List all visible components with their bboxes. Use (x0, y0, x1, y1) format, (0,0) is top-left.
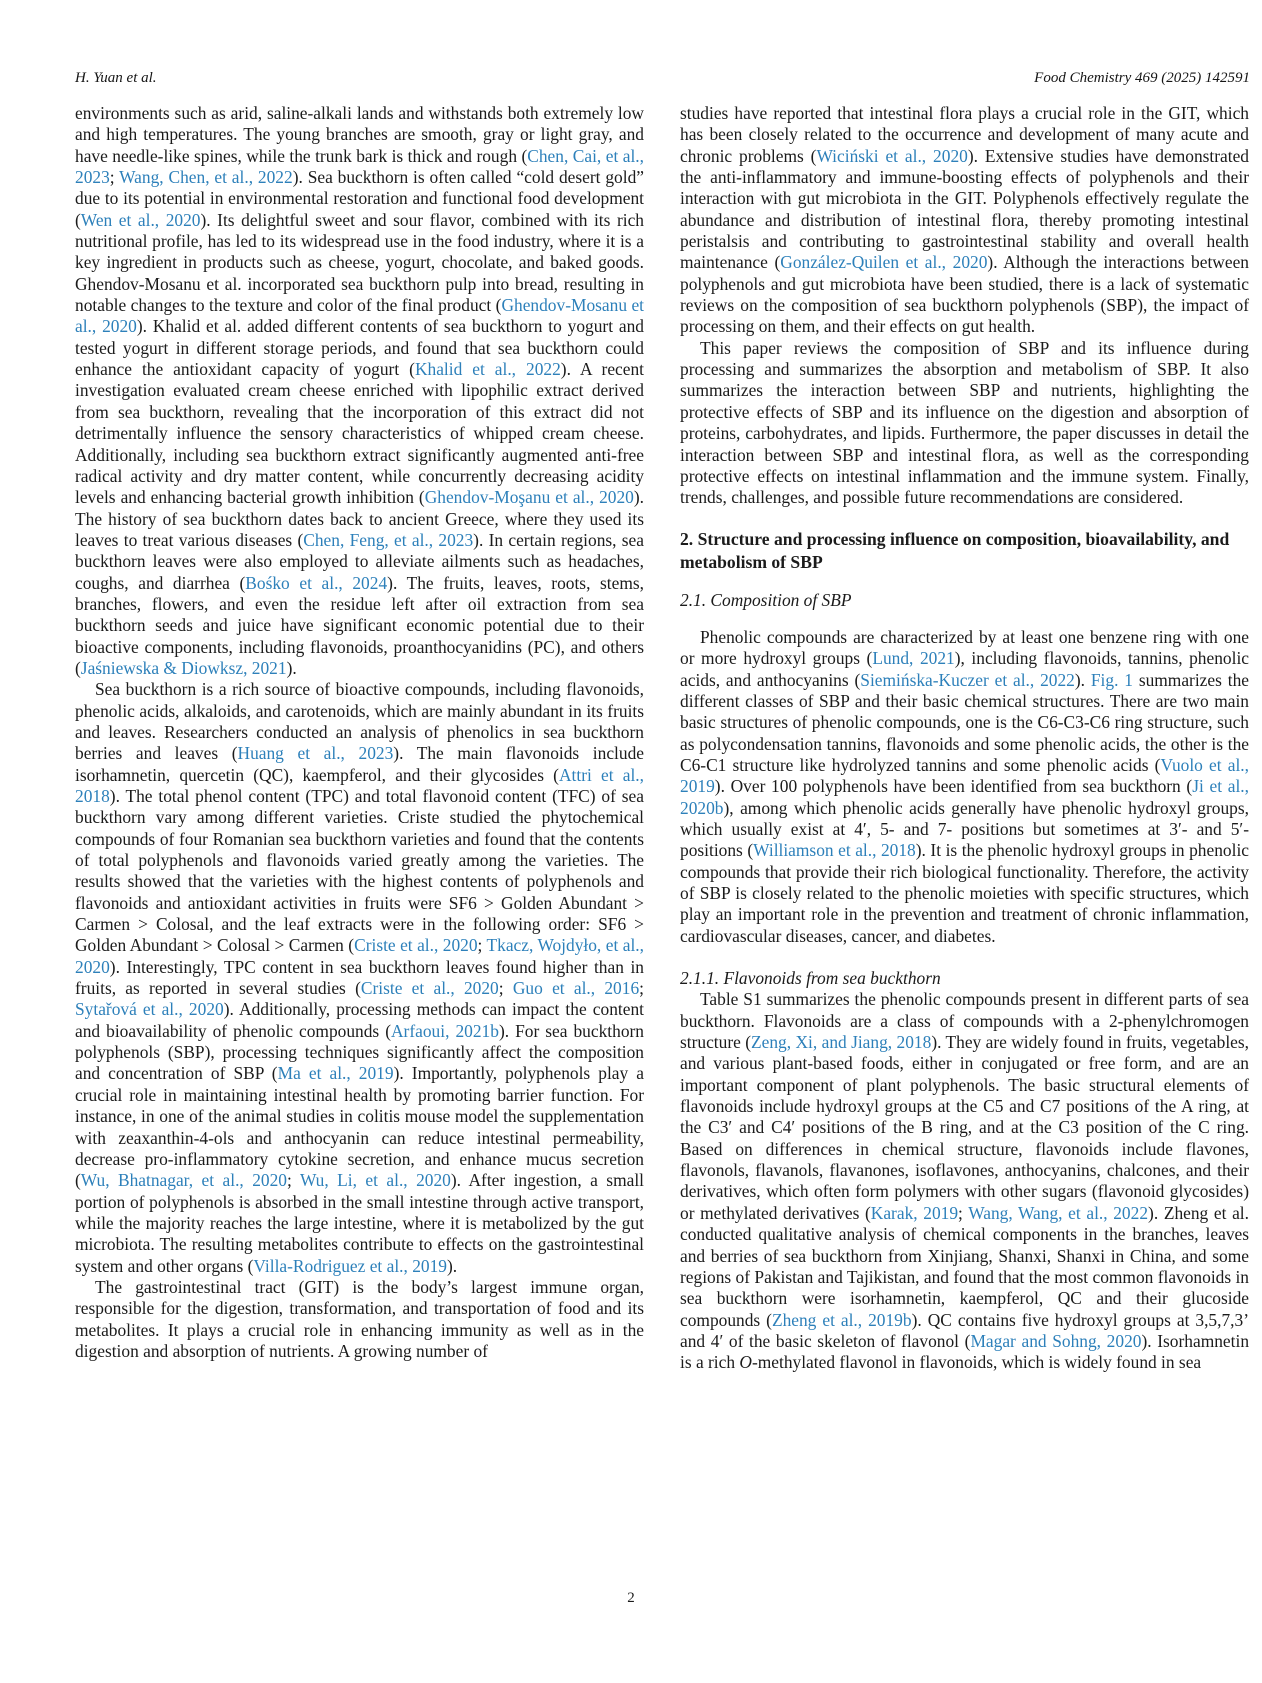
citation-link[interactable]: Jaśniewska & Diowksz, 2021 (80, 657, 287, 678)
citation-link[interactable]: Ghendov-Moşanu et al., 2020 (424, 487, 634, 508)
citation-link[interactable]: Ma et al., 2019 (277, 1063, 394, 1084)
citation-link[interactable]: Bośko et al., 2024 (245, 572, 388, 593)
citation-link[interactable]: Wang, Wang, et al., 2022 (968, 1202, 1149, 1223)
page-number: 2 (627, 1590, 635, 1606)
citation-link[interactable]: Wang, Chen, et al., 2022 (119, 167, 293, 188)
subsubsection-heading: 2.1.1. Flavonoids from sea buckthorn (680, 968, 941, 989)
paragraph: This paper reviews the composition of SBP and its influence during processing and summarizes the absorption and metabolism of SBP. It also summarizes the interaction between SBP and nutrients, highlighting the protective effects of SBP and its influence on the digestion and absorption of proteins, carbohydrates, and lipids. Furthermore, the paper discusses in detail the interaction between SBP and intestinal flora, as well as the corresponding protective effects on intestinal inflammation and the immune system. Finally, trends, challenges, and possible future recommendations are considered. (680, 337, 1249, 508)
citation-link[interactable]: Khalid et al., 2022 (414, 359, 561, 380)
citation-link[interactable]: Tkacz, Wojdyło, et al., 2020 (75, 935, 644, 977)
citation-link[interactable]: Ghendov-Mosanu et al., 2020 (75, 295, 645, 337)
italic-text: O (739, 1352, 752, 1373)
citation-link[interactable]: Attri et al., 2018 (75, 764, 644, 806)
citation-link[interactable]: Wu, Bhatnagar, et al., 2020 (80, 1170, 287, 1191)
citation-link[interactable]: Sytařová et al., 2020 (75, 999, 224, 1020)
column-left (75, 103, 644, 1374)
citation-link[interactable]: González-Quilen et al., 2020 (780, 252, 988, 273)
citation-link[interactable]: Villa-Rodriguez et al., 2019 (253, 1255, 447, 1276)
paragraph: Phenolic compounds are characterized by at least one benzene ring with one or more hydroxyl groups (Lund, 2021), including flavonoids, tannins, phenolic acids, and anthocyanins (Siemińska-Kuczer et al., 2022). Fig. 1 summarizes the different classes of SBP and their basic chemical structures. There are two main basic structures of phenolic compounds, one is the C6-C3-C6 ring structure, such as polycondensation tannins, flavonoids and some phenolic acids, the other is the C6-C1 structure like hydrolyzed tannins and some phenolic acids (Vuolo et al., 2019). Over 100 polyphenols have been identified from sea buckthorn (Ji et al., 2020b), among which phenolic acids generally have phenolic hydroxyl groups, which usually exist at 4′, 5- and 7- positions but sometimes at 3′- and 5′- positions (Williamson et al., 2018). It is the phenolic hydroxyl groups in phenolic compounds that provide their rich biological functionality. Therefore, the activity of SBP is closely related to the phenolic moieties with specific structures, which play an important role in the prevention and treatment of chronic inflammation, cardiovascular diseases, cancer, and diabetes. (680, 626, 1249, 946)
citation-link[interactable]: Criste et al., 2020 (360, 978, 499, 999)
citation-link[interactable]: Criste et al., 2020 (354, 935, 478, 956)
paragraph: The gastrointestinal tract (GIT) is the body’s largest immune organ, responsible for the digestion, transformation, and transportation of food and its metabolites. It plays a crucial role in enhancing immunity as well as in the digestion and absorption of nutrients. A growing number of (75, 1276, 644, 1361)
paragraph: studies have reported that intestinal flora plays a crucial role in the GIT, which has been closely related to the occurrence and development of many acute and chronic problems (Wiciński et al., 2020). Extensive studies have demonstrated the anti-inflammatory and immune-boosting effects of polyphenols and their interaction with gut microbiota in the GIT. Polyphenols effectively regulate the abundance and distribution of intestinal flora, thereby promoting intestinal peristalsis and contributing to gastrointestinal stability and overall health maintenance (González-Quilen et al., 2020). Although the interactions between polyphenols and gut microbiota have been studied, there is a lack of systematic reviews on the composition of sea buckthorn polyphenols (SBP), the impact of processing on them, and their effects on gut health. (680, 103, 1249, 337)
page-footer (0, 1590, 1262, 1607)
citation-link[interactable]: Williamson et al., 2018 (753, 840, 916, 861)
running-head-journal: Food Chemistry 469 (2025) 142591 (1034, 70, 1250, 86)
citation-link[interactable]: Zheng et al., 2019b (771, 1309, 912, 1330)
paragraph: Table S1 summarizes the phenolic compounds present in different parts of sea buckthorn. Flavonoids are a class of compounds with a 2-phenylchromogen structure (Zeng, Xi, and Jiang, 2018). They are widely found in fruits, vegetables, and various plant-based foods, either in conjugated or free form, and are an important component of plant polyphenols. The basic structural elements of flavonoids include hydroxyl groups at the C5 and C7 positions of the A ring, at the C3′ and C4′ positions of the B ring, and at the C3 position of the C ring. Based on differences in chemical structure, flavonoids include flavones, flavonols, flavanols, flavanones, isoflavones, anthocyanins, chalcones, and their derivatives, which often form polymers with other sugars (flavonoid glycosides) or methylated derivatives (Karak, 2019; Wang, Wang, et al., 2022). Zheng et al. conducted qualitative analysis of chemical components in the branches, leaves and berries of sea buckthorn from Xinjiang, Shanxi, Shanxi in China, and some regions of Pakistan and Tajikistan, and found that the most common flavonoids in sea buckthorn were isorhamnetin, kaempferol, QC and their glucoside compounds (Zheng et al., 2019b). QC contains five hydroxyl groups at 3,5,7,3’ and 4′ of the basic skeleton of flavonol (Magar and Sohng, 2020). Isorhamnetin is a rich O-methylated flavonol in flavonoids, which is widely found in sea (680, 989, 1250, 1373)
citation-link[interactable]: Wen et al., 2020 (80, 209, 201, 230)
subsection-heading: 2.1. Composition of SBP (680, 589, 852, 610)
citation-link[interactable]: Vuolo et al., 2019 (680, 754, 1249, 797)
page-header (75, 70, 1250, 87)
citation-link[interactable]: Arfaoui, 2021b (391, 1020, 499, 1041)
citation-link[interactable]: Chen, Feng, et al., 2023 (303, 529, 474, 550)
citation-link[interactable]: Zeng, Xi, and Jiang, 2018 (751, 1032, 932, 1053)
paragraph: Sea buckthorn is a rich source of bioactive compounds, including flavonoids, phenolic acids, alkaloids, and carotenoids, which are mainly abundant in its fruits and leaves. Researchers conducted an analysis of phenolics in sea buckthorn berries and leaves (Huang et al., 2023). The main flavonoids include isorhamnetin, quercetin (QC), kaempferol, and their glycosides (Attri et al., 2018). The total phenol content (TPC) and total flavonoid content (TFC) of sea buckthorn vary among different varieties. Criste studied the phytochemical compounds of four Romanian sea buckthorn varieties and found that the contents of total polyphenols and flavonoids varied greatly among the varieties. The results showed that the varieties with the highest contents of polyphenols and flavonoids and antioxidant activities in fruits were SF6 > Golden Abundant > Carmen > Colosal, and the leaf extracts were in the following order: SF6 > Golden Abundant > Colosal > Carmen (Criste et al., 2020; Tkacz, Wojdyło, et al., 2020). Interestingly, TPC content in sea buckthorn leaves found higher than in fruits, as reported in several studies (Criste et al., 2020; Guo et al., 2016; Sytařová et al., 2020). Additionally, processing methods can impact the content and bioavailability of phenolic compounds (Arfaoui, 2021b). For sea buckthorn polyphenols (SBP), processing techniques significantly affect the composition and concentration of SBP (Ma et al., 2019). Importantly, polyphenols play a crucial role in maintaining intestinal health by promoting barrier function. For instance, in one of the animal studies in colitis mouse model the supplementation with zeaxanthin-4-ols and anthocyanin can reduce intestinal permeability, decrease pro-inflammatory cytokine secretion, and enhance mucus secretion (Wu, Bhatnagar, et al., 2020; Wu, Li, et al., 2020). After ingestion, a small portion of polyphenols is absorbed in the small intestine through active transport, while the majority reaches the large intestine, where it is metabolized by the gut microbiota. The resulting metabolites contribute to effects on the gastrointestinal system and other organs (Villa-Rodriguez et al., 2019). (75, 679, 645, 1276)
citation-link[interactable]: Chen, Cai, et al., 2023 (75, 145, 644, 188)
column-right (680, 103, 1249, 1374)
running-head-authors: H. Yuan et al. (75, 70, 157, 86)
paragraph: environments such as arid, saline-alkali lands and withstands both extremely low and high temperatures. The young branches are smooth, gray or light gray, and have needle-like spines, while the trunk bark is thick and rough (Chen, Cai, et al., 2023; Wang, Chen, et al., 2022). Sea buckthorn is often called “cold desert gold” due to its potential in environmental restoration and functional food development (Wen et al., 2020). Its delightful sweet and sour flavor, combined with its rich nutritional profile, has led to its widespread use in the food industry, where it is a key ingredient in products such as cheese, yogurt, chocolate, and baked goods. Ghendov-Mosanu et al. incorporated sea buckthorn pulp into bread, resulting in notable changes to the texture and color of the final product (Ghendov-Mosanu et al., 2020). Khalid et al. added different contents of sea buckthorn to yogurt and tested yogurt in different storage periods, and found that sea buckthorn could enhance the antioxidant capacity of yogurt (Khalid et al., 2022). A recent investigation evaluated cream cheese enriched with lipophilic extract derived from sea buckthorn, revealing that the incorporation of this extract did not detrimentally influence the sensory characteristics of whipped cream cheese. Additionally, including sea buckthorn extract significantly augmented anti-free radical activity and dry matter content, while concurrently decreasing acidity levels and enhancing bacterial growth inhibition (Ghendov-Moşanu et al., 2020). The history of sea buckthorn dates back to ancient Greece, where they used its leaves to treat various diseases (Chen, Feng, et al., 2023). In certain regions, sea buckthorn leaves were also employed to alleviate ailments such as headaches, coughs, and diarrhea (Bośko et al., 2024). The fruits, leaves, roots, stems, branches, flowers, and even the residue left after oil extraction from sea buckthorn seeds and juice have significant economic potential due to their bioactive components, including flavonoids, proanthocyanidins (PC), and others (Jaśniewska & Diowksz, 2021). (75, 103, 645, 678)
citation-link[interactable]: Guo et al., 2016 (512, 978, 640, 999)
citation-link[interactable]: Huang et al., 2023 (237, 743, 394, 764)
citation-link[interactable]: Ji et al., 2020b (680, 776, 1249, 818)
citation-link[interactable]: Siemińska-Kuczer et al., 2022 (860, 669, 1075, 690)
citation-link[interactable]: Lund, 2021 (872, 648, 955, 669)
two-column-body (75, 103, 1250, 1374)
citation-link[interactable]: Wu, Li, et al., 2020 (299, 1170, 451, 1191)
citation-link[interactable]: Karak, 2019 (870, 1202, 959, 1223)
citation-link[interactable]: Magar and Sohng, 2020 (970, 1330, 1142, 1351)
citation-link[interactable]: Wiciński et al., 2020 (816, 145, 968, 166)
citation-link[interactable]: Fig. 1 (1090, 669, 1133, 690)
section-heading: 2. Structure and processing influence on composition, bioavailability, and metabolism of SBP (680, 528, 1230, 572)
